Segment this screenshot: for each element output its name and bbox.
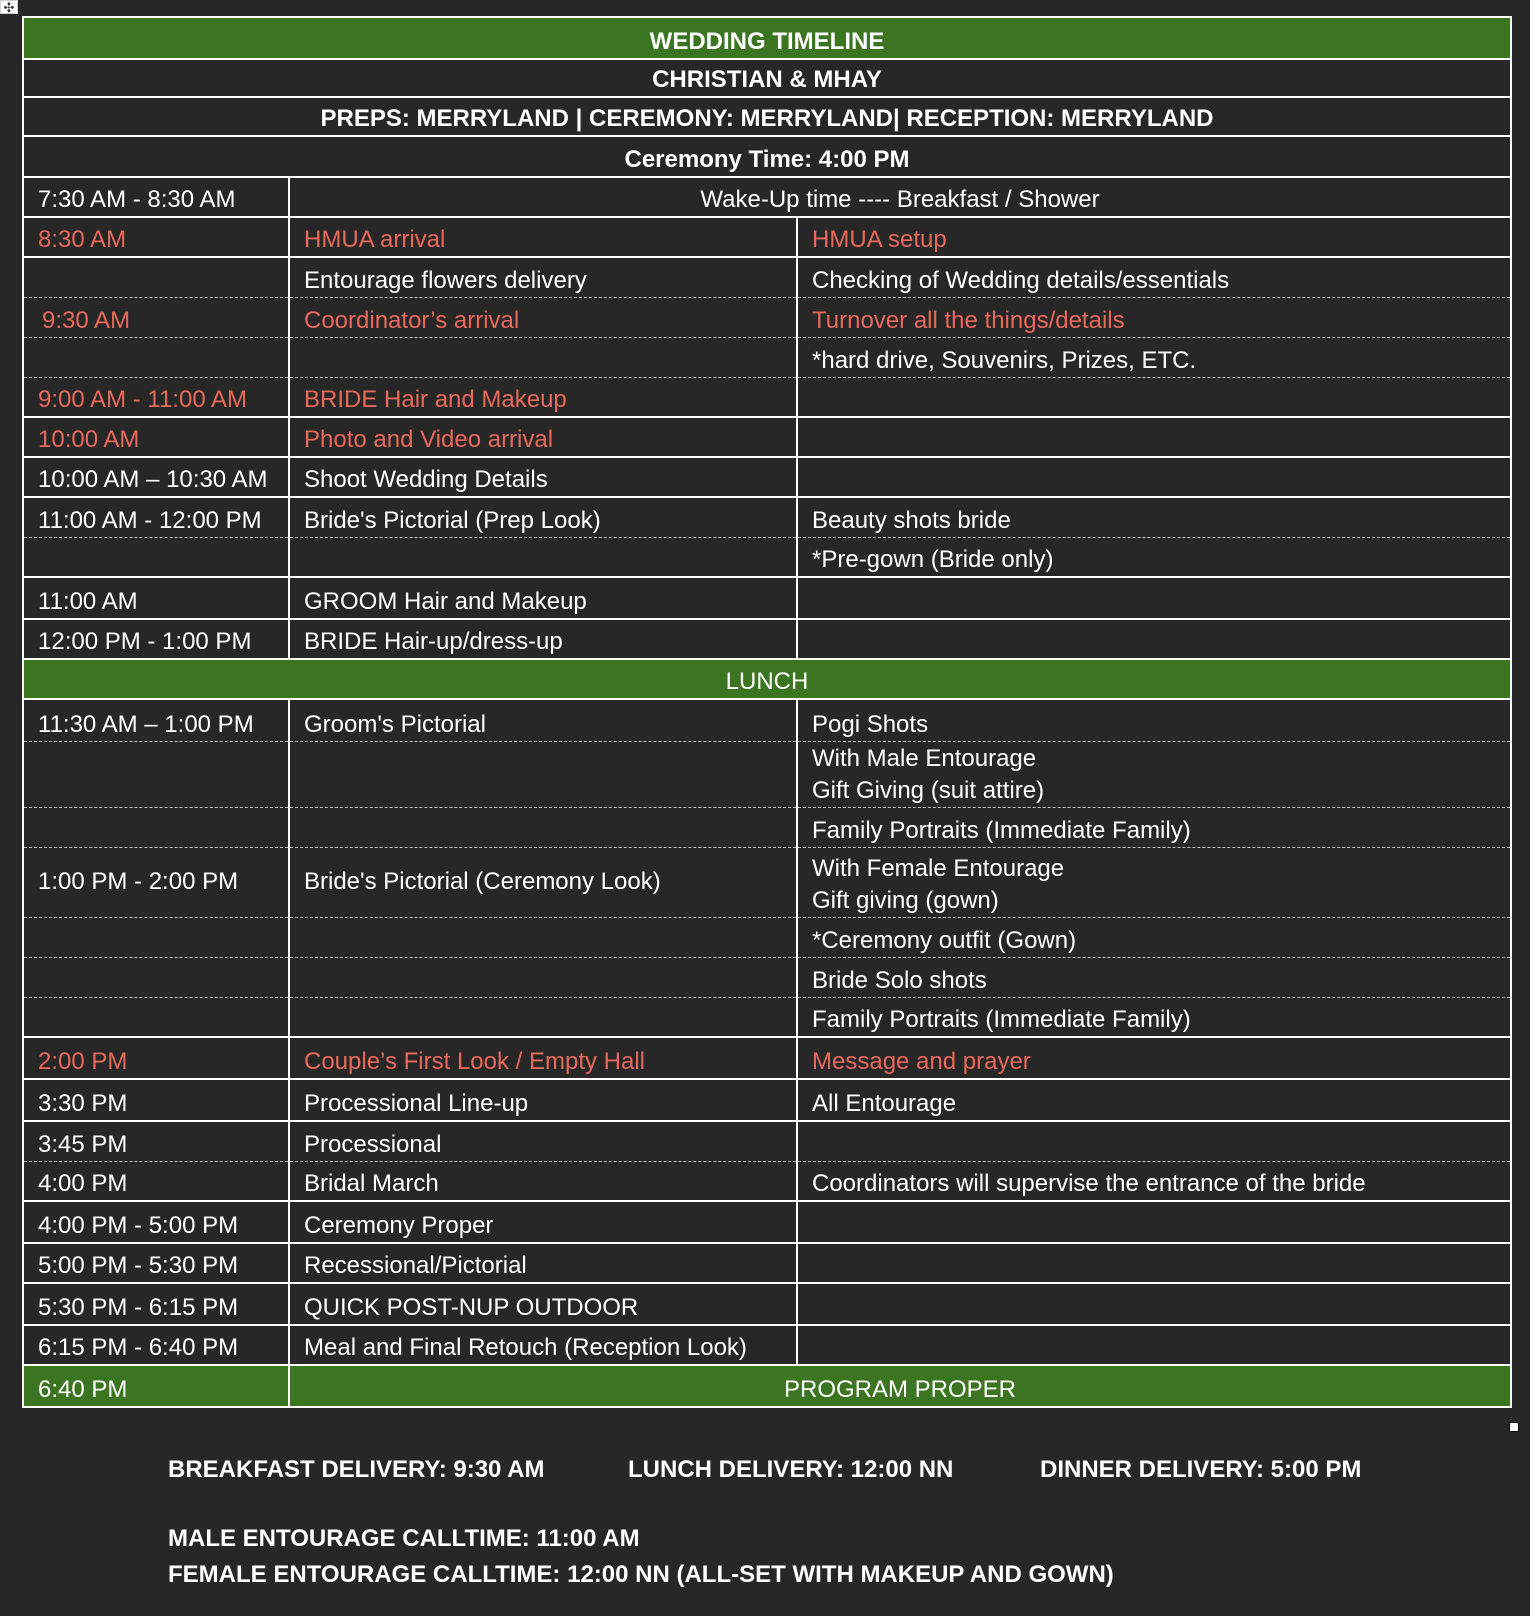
activity-cell: Processional <box>289 1121 797 1161</box>
dinner-delivery: DINNER DELIVERY: 5:00 PM <box>1040 1456 1362 1483</box>
notes-cell: *Ceremony outfit (Gown) <box>797 917 1511 957</box>
couple-names: CHRISTIAN & MHAY <box>23 59 1511 97</box>
female-entourage-calltime: FEMALE ENTOURAGE CALLTIME: 12:00 NN (ALL-SET WITH MAKEUP AND GOWN) <box>168 1561 1114 1588</box>
wake-time: 7:30 AM - 8:30 AM <box>23 177 289 217</box>
table-row <box>23 577 1511 619</box>
time-cell: 6:15 PM - 6:40 PM <box>23 1325 289 1365</box>
table-row <box>23 1079 1511 1121</box>
notes-cell <box>797 1283 1511 1325</box>
notes-cell: Turnover all the things/details <box>797 297 1511 337</box>
notes-line: With Male Entourage <box>812 744 1037 772</box>
breakfast-delivery: BREAKFAST DELIVERY: 9:30 AM <box>168 1456 545 1483</box>
table-row <box>23 1161 1511 1201</box>
time-cell: 9:30 AM <box>23 297 289 337</box>
activity-cell: Bride's Pictorial (Prep Look) <box>289 497 797 537</box>
activity-cell: Groom's Pictorial <box>289 699 797 741</box>
time-cell: 3:45 PM <box>23 1121 289 1161</box>
table-row <box>23 1201 1511 1243</box>
activity-cell <box>289 997 797 1037</box>
activity-cell: Recessional/Pictorial <box>289 1243 797 1283</box>
notes-cell: Beauty shots bride <box>797 497 1511 537</box>
program-label: PROGRAM PROPER <box>289 1365 1511 1407</box>
male-entourage-calltime: MALE ENTOURAGE CALLTIME: 11:00 AM <box>168 1525 640 1552</box>
time-cell: 8:30 AM <box>23 217 289 257</box>
table-row <box>23 417 1511 457</box>
table-row <box>23 997 1511 1037</box>
timeline-title: WEDDING TIMELINE <box>23 17 1511 59</box>
activity-cell: Shoot Wedding Details <box>289 457 797 497</box>
notes-cell: Bride Solo shots <box>797 957 1511 997</box>
activity-cell: Bride's Pictorial (Ceremony Look) <box>289 847 797 917</box>
notes-cell <box>797 619 1511 659</box>
time-cell <box>23 997 289 1037</box>
table-row <box>23 217 1511 257</box>
time-cell: 10:00 AM <box>23 417 289 457</box>
notes-cell: Pogi Shots <box>797 699 1511 741</box>
activity-cell: HMUA arrival <box>289 217 797 257</box>
activity-cell: QUICK POST-NUP OUTDOOR <box>289 1283 797 1325</box>
time-cell: 11:00 AM - 12:00 PM <box>23 497 289 537</box>
activity-cell <box>289 537 797 577</box>
time-cell: 5:30 PM - 6:15 PM <box>23 1283 289 1325</box>
wedding-timeline-table <box>22 16 1512 1408</box>
time-cell <box>23 537 289 577</box>
notes-cell <box>797 1325 1511 1365</box>
notes-line: With Female Entourage <box>812 854 1065 882</box>
notes-cell <box>797 1243 1511 1283</box>
table-row <box>23 337 1511 377</box>
notes-cell <box>797 1121 1511 1161</box>
time-cell: 4:00 PM - 5:00 PM <box>23 1201 289 1243</box>
table-move-handle-icon[interactable]: ✣ <box>0 0 18 14</box>
time-cell: 5:00 PM - 5:30 PM <box>23 1243 289 1283</box>
time-cell: 11:30 AM – 1:00 PM <box>23 699 289 741</box>
table-row <box>23 1121 1511 1161</box>
lunch-banner: LUNCH <box>23 659 1511 699</box>
notes-cell: Checking of Wedding details/essentials <box>797 257 1511 297</box>
time-cell <box>23 807 289 847</box>
notes-cell <box>797 577 1511 619</box>
time-cell: 10:00 AM – 10:30 AM <box>23 457 289 497</box>
time-cell <box>23 741 289 807</box>
table-row <box>23 1243 1511 1283</box>
table-row <box>23 1037 1511 1079</box>
table-row <box>23 619 1511 659</box>
table-resize-handle[interactable] <box>1509 1422 1519 1432</box>
time-cell: 3:30 PM <box>23 1079 289 1121</box>
activity-cell <box>289 741 797 807</box>
activity-cell: Couple’s First Look / Empty Hall <box>289 1037 797 1079</box>
table-row <box>23 699 1511 741</box>
time-cell <box>23 257 289 297</box>
time-cell <box>23 337 289 377</box>
notes-cell: Family Portraits (Immediate Family) <box>797 807 1511 847</box>
activity-cell: BRIDE Hair and Makeup <box>289 377 797 417</box>
notes-line: Gift Giving (suit attire) <box>812 776 1045 804</box>
table-row <box>23 297 1511 337</box>
venue-line: PREPS: MERRYLAND | CEREMONY: MERRYLAND| RECEPTION: MERRYLAND <box>23 97 1511 136</box>
activity-cell: Meal and Final Retouch (Reception Look) <box>289 1325 797 1365</box>
activity-cell: GROOM Hair and Makeup <box>289 577 797 619</box>
notes-line: Gift giving (gown) <box>812 886 999 914</box>
activity-cell: Photo and Video arrival <box>289 417 797 457</box>
activity-cell <box>289 807 797 847</box>
time-cell: 1:00 PM - 2:00 PM <box>23 847 289 917</box>
notes-cell <box>797 417 1511 457</box>
time-cell: 11:00 AM <box>23 577 289 619</box>
time-cell: 12:00 PM - 1:00 PM <box>23 619 289 659</box>
notes-cell <box>797 741 1511 807</box>
time-cell <box>23 957 289 997</box>
activity-cell: BRIDE Hair-up/dress-up <box>289 619 797 659</box>
activity-cell: Bridal March <box>289 1161 797 1201</box>
time-cell: 9:00 AM - 11:00 AM <box>23 377 289 417</box>
notes-cell <box>797 457 1511 497</box>
notes-cell: Message and prayer <box>797 1037 1511 1079</box>
table-row <box>23 741 1511 807</box>
lunch-delivery: LUNCH DELIVERY: 12:00 NN <box>628 1456 954 1483</box>
wake-activity: Wake-Up time ---- Breakfast / Shower <box>289 177 1511 217</box>
table-row <box>23 257 1511 297</box>
table-row <box>23 457 1511 497</box>
table-row <box>23 1283 1511 1325</box>
table-row <box>23 847 1511 917</box>
notes-cell: Family Portraits (Immediate Family) <box>797 997 1511 1037</box>
notes-cell <box>797 377 1511 417</box>
table-row <box>23 1325 1511 1365</box>
notes-cell <box>797 847 1511 917</box>
notes-cell: All Entourage <box>797 1079 1511 1121</box>
table-row <box>23 537 1511 577</box>
notes-cell <box>797 1201 1511 1243</box>
notes-cell: *Pre-gown (Bride only) <box>797 537 1511 577</box>
notes-cell: Coordinators will supervise the entrance of the bride <box>797 1161 1511 1201</box>
table-row <box>23 377 1511 417</box>
activity-cell <box>289 957 797 997</box>
activity-cell: Processional Line-up <box>289 1079 797 1121</box>
table-row <box>23 917 1511 957</box>
activity-cell <box>289 917 797 957</box>
notes-cell: HMUA setup <box>797 217 1511 257</box>
table-row <box>23 807 1511 847</box>
program-time: 6:40 PM <box>23 1365 289 1407</box>
time-cell: 2:00 PM <box>23 1037 289 1079</box>
activity-cell: Coordinator’s arrival <box>289 297 797 337</box>
notes-cell: *hard drive, Souvenirs, Prizes, ETC. <box>797 337 1511 377</box>
table-row <box>23 497 1511 537</box>
table-row <box>23 957 1511 997</box>
ceremony-time: Ceremony Time: 4:00 PM <box>23 136 1511 177</box>
activity-cell <box>289 337 797 377</box>
time-cell <box>23 917 289 957</box>
activity-cell: Ceremony Proper <box>289 1201 797 1243</box>
activity-cell: Entourage flowers delivery <box>289 257 797 297</box>
time-cell: 4:00 PM <box>23 1161 289 1201</box>
